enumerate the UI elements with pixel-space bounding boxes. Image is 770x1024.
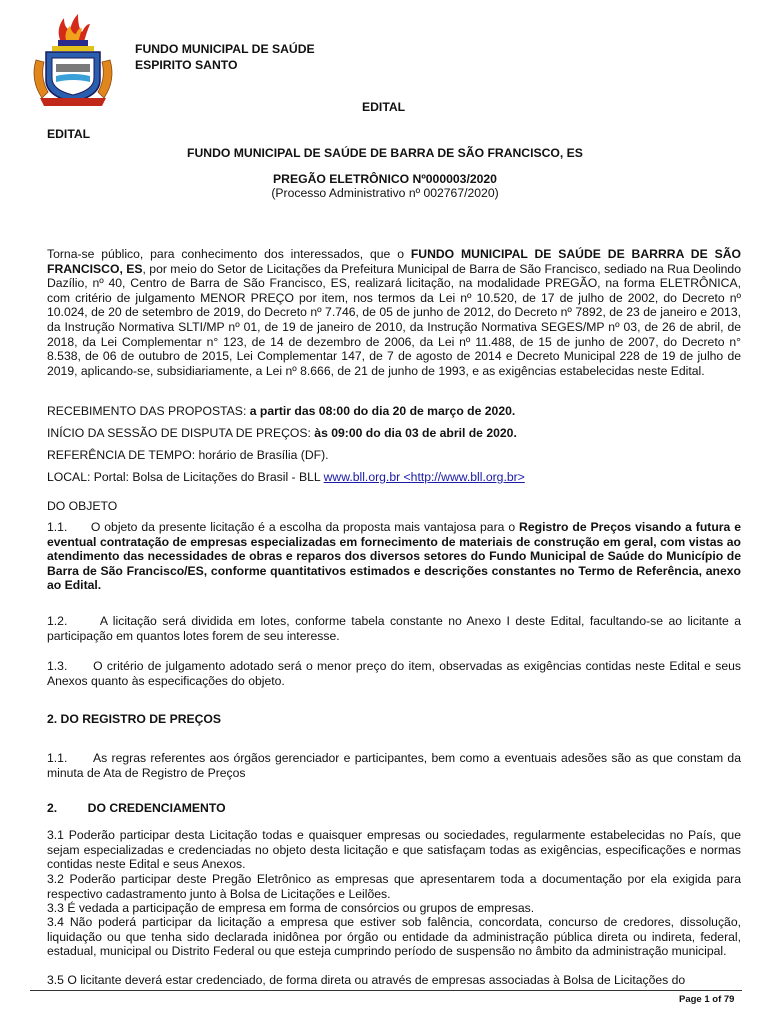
footer-divider <box>30 990 742 991</box>
credenciamento-title: DO CREDENCIAMENTO <box>87 801 226 815</box>
inicio-sessao <box>47 426 517 441</box>
registro-heading: 2. DO REGISTRO DE PREÇOS <box>47 712 222 726</box>
org-name-line2: ESPIRITO SANTO <box>135 58 238 72</box>
objeto-paragraph-1-1 <box>47 520 741 593</box>
intro-entity: FUNDO MUNICIPAL DE SAÚDE DE BARRRA DE SÃO FRANCISCO, ES <box>47 247 741 276</box>
objeto-p3-text: O critério de julgamento adotado será o menor preço do item, observadas as exigências contidas neste Edital e seus Anexos quanto às especificações do objeto. <box>47 659 741 688</box>
credenciamento-item-3-2: 3.2 Poderão participar deste Pregão Eletrônico as empresas que apresentarem toda a documentação por ela exigida para respectivo cadastramento junto à Bolsa de Licitações e Leilões. <box>47 872 741 901</box>
recebimento-label: RECEBIMENTO DAS PROPOSTAS: <box>47 404 250 418</box>
objeto-paragraph-1-3 <box>47 659 741 688</box>
org-name-line1: FUNDO MUNICIPAL DE SAÚDE <box>135 42 315 56</box>
processo-number: (Processo Administrativo nº 002767/2020) <box>271 186 499 200</box>
bll-portal-link[interactable]: www.bll.org.br <http://www.bll.org.br> <box>323 470 525 484</box>
objeto-paragraph-1-2 <box>47 614 741 643</box>
registro-p1-text: As regras referentes aos órgãos gerenciador e participantes, bem como a eventuais adesões são as que constam da minuta de Ata de Registro de Preços <box>47 751 741 780</box>
page-number: Page 1 of 79 <box>679 994 735 1005</box>
local-label: LOCAL: Portal: Bolsa de Licitações do Brasil - BLL <box>47 470 324 484</box>
registro-paragraph-1-1 <box>47 751 741 780</box>
objeto-p1-lead: O objeto da presente licitação é a escolha da proposta mais vantajosa para o <box>90 520 520 534</box>
credenciamento-number: 2. <box>47 801 58 815</box>
registro-p1-number: 1.1. <box>47 751 68 765</box>
credenciamento-item-3-5: 3.5 O licitante deverá estar credenciado, de forma direta ou através de empresas associadas à Bolsa de Licitações do <box>47 973 686 987</box>
local-portal <box>47 470 525 485</box>
objeto-p2-text: A licitação será dividida em lotes, conforme tabela constante no Anexo I deste Edital, facultando-se ao licitante a participação em quantos lotes forem de seu interesse. <box>47 614 741 643</box>
objeto-p2-number: 1.2. <box>47 614 68 628</box>
credenciamento-item-3-4: 3.4 Não poderá participar da licitação a empresa que estiver sob falência, concordata, concurso de credores, dissolução, liquidação ou que tenha sido declarada inidônea por órgão ou entidade da administração pública direta ou indireta, federal, estadual, municipal ou Distrito Federal ou que esteja cumprindo período de suspensão no âmbito da administração municipal. <box>47 915 741 959</box>
credenciamento-item-3-3: 3.3 É vedada a participação de empresa em forma de consórcios ou grupos de empresas. <box>47 901 535 915</box>
recebimento-value: a partir das 08:00 do dia 20 de março de 2020. <box>249 404 516 418</box>
recebimento-propostas <box>47 404 515 419</box>
objeto-p1-number: 1.1. <box>47 520 68 534</box>
edital-left-heading: EDITAL <box>47 127 91 141</box>
municipal-coat-of-arms-logo <box>20 10 120 110</box>
document-title: FUNDO MUNICIPAL DE SAÚDE DE BARRA DE SÃO FRANCISCO, ES <box>187 146 583 160</box>
objeto-p3-number: 1.3. <box>47 659 68 673</box>
edital-center-heading: EDITAL <box>362 100 406 114</box>
inicio-value: às 09:00 do dia 03 de abril de 2020. <box>314 426 517 440</box>
intro-paragraph <box>47 247 741 378</box>
inicio-label: INÍCIO DA SESSÃO DE DISPUTA DE PREÇOS: <box>47 426 315 440</box>
credenciamento-heading <box>47 801 226 816</box>
pregao-number: PREGÃO ELETRÔNICO Nº000003/2020 <box>273 172 497 186</box>
referencia-tempo: REFERÊNCIA DE TEMPO: horário de Brasília (DF). <box>47 448 329 462</box>
credenciamento-item-3-1: 3.1 Poderão participar desta Licitação todas e quaisquer empresas ou sociedades, regularmente estabelecidas no País, que sejam especializadas e credenciadas no objeto desta licitação e que satisfaçam todas as exigências, especificações e normas contidas neste Edital e seus Anexos. <box>47 828 741 872</box>
intro-rest: , por meio do Setor de Licitações da Prefeitura Municipal de Barra de São Francisco, sediado na Rua Deolindo Dazílio, nº 40, Centro de Barra de São Francisco, ES, realizará licitação, na modalidade PREGÃO, na forma ELETRÔNICA, com critério de julgamento MENOR PREÇO por item, nos termos da Lei nº 10.520, de 17 de julho de 2002, do Decreto nº 10.024, de 20 de setembro de 2019, do Decreto nº 7.746, de 05 de junho de 2012, do Decreto nº 7892, de 23 de janeiro e 2013, da Instrução Normativa SLTI/MP nº 01, de 19 de janeiro de 2010, da Instrução Normativa SEGES/MP nº 03, de 26 de abril, de 2018, da Lei Complementar n° 123, de 14 de dezembro de 2006, da Lei nº 11.488, de 15 de junho de 2007, do Decreto n° 8.538, de 06 de outubro de 2015, Lei Complementar 147, de 7 de agosto de 2014 e Decreto Municipal 228 de 19 de julho de 2019, aplicando-se, subsidiariamente, a Lei nº 8.666, de 21 de junho de 1993, e as exigências estabelecidas neste Edital. <box>47 261 741 378</box>
objeto-heading: DO OBJETO <box>47 499 118 513</box>
objeto-p1-bold: Registro de Preços visando a futura e eventual contratação de empresas especializadas em fornecimento de materiais de construção em geral, com vistas ao atendimento das necessidades de obras e reparos dos diversos setores do Fundo Municipal de Saúde do Município de Barra de São Francisco/ES, conforme quantitativos estimados e descrições constantes no Termo de Referência, anexo ao Edital. <box>47 520 742 593</box>
intro-lead: Torna-se público, para conhecimento dos interessados, que o <box>47 247 411 261</box>
